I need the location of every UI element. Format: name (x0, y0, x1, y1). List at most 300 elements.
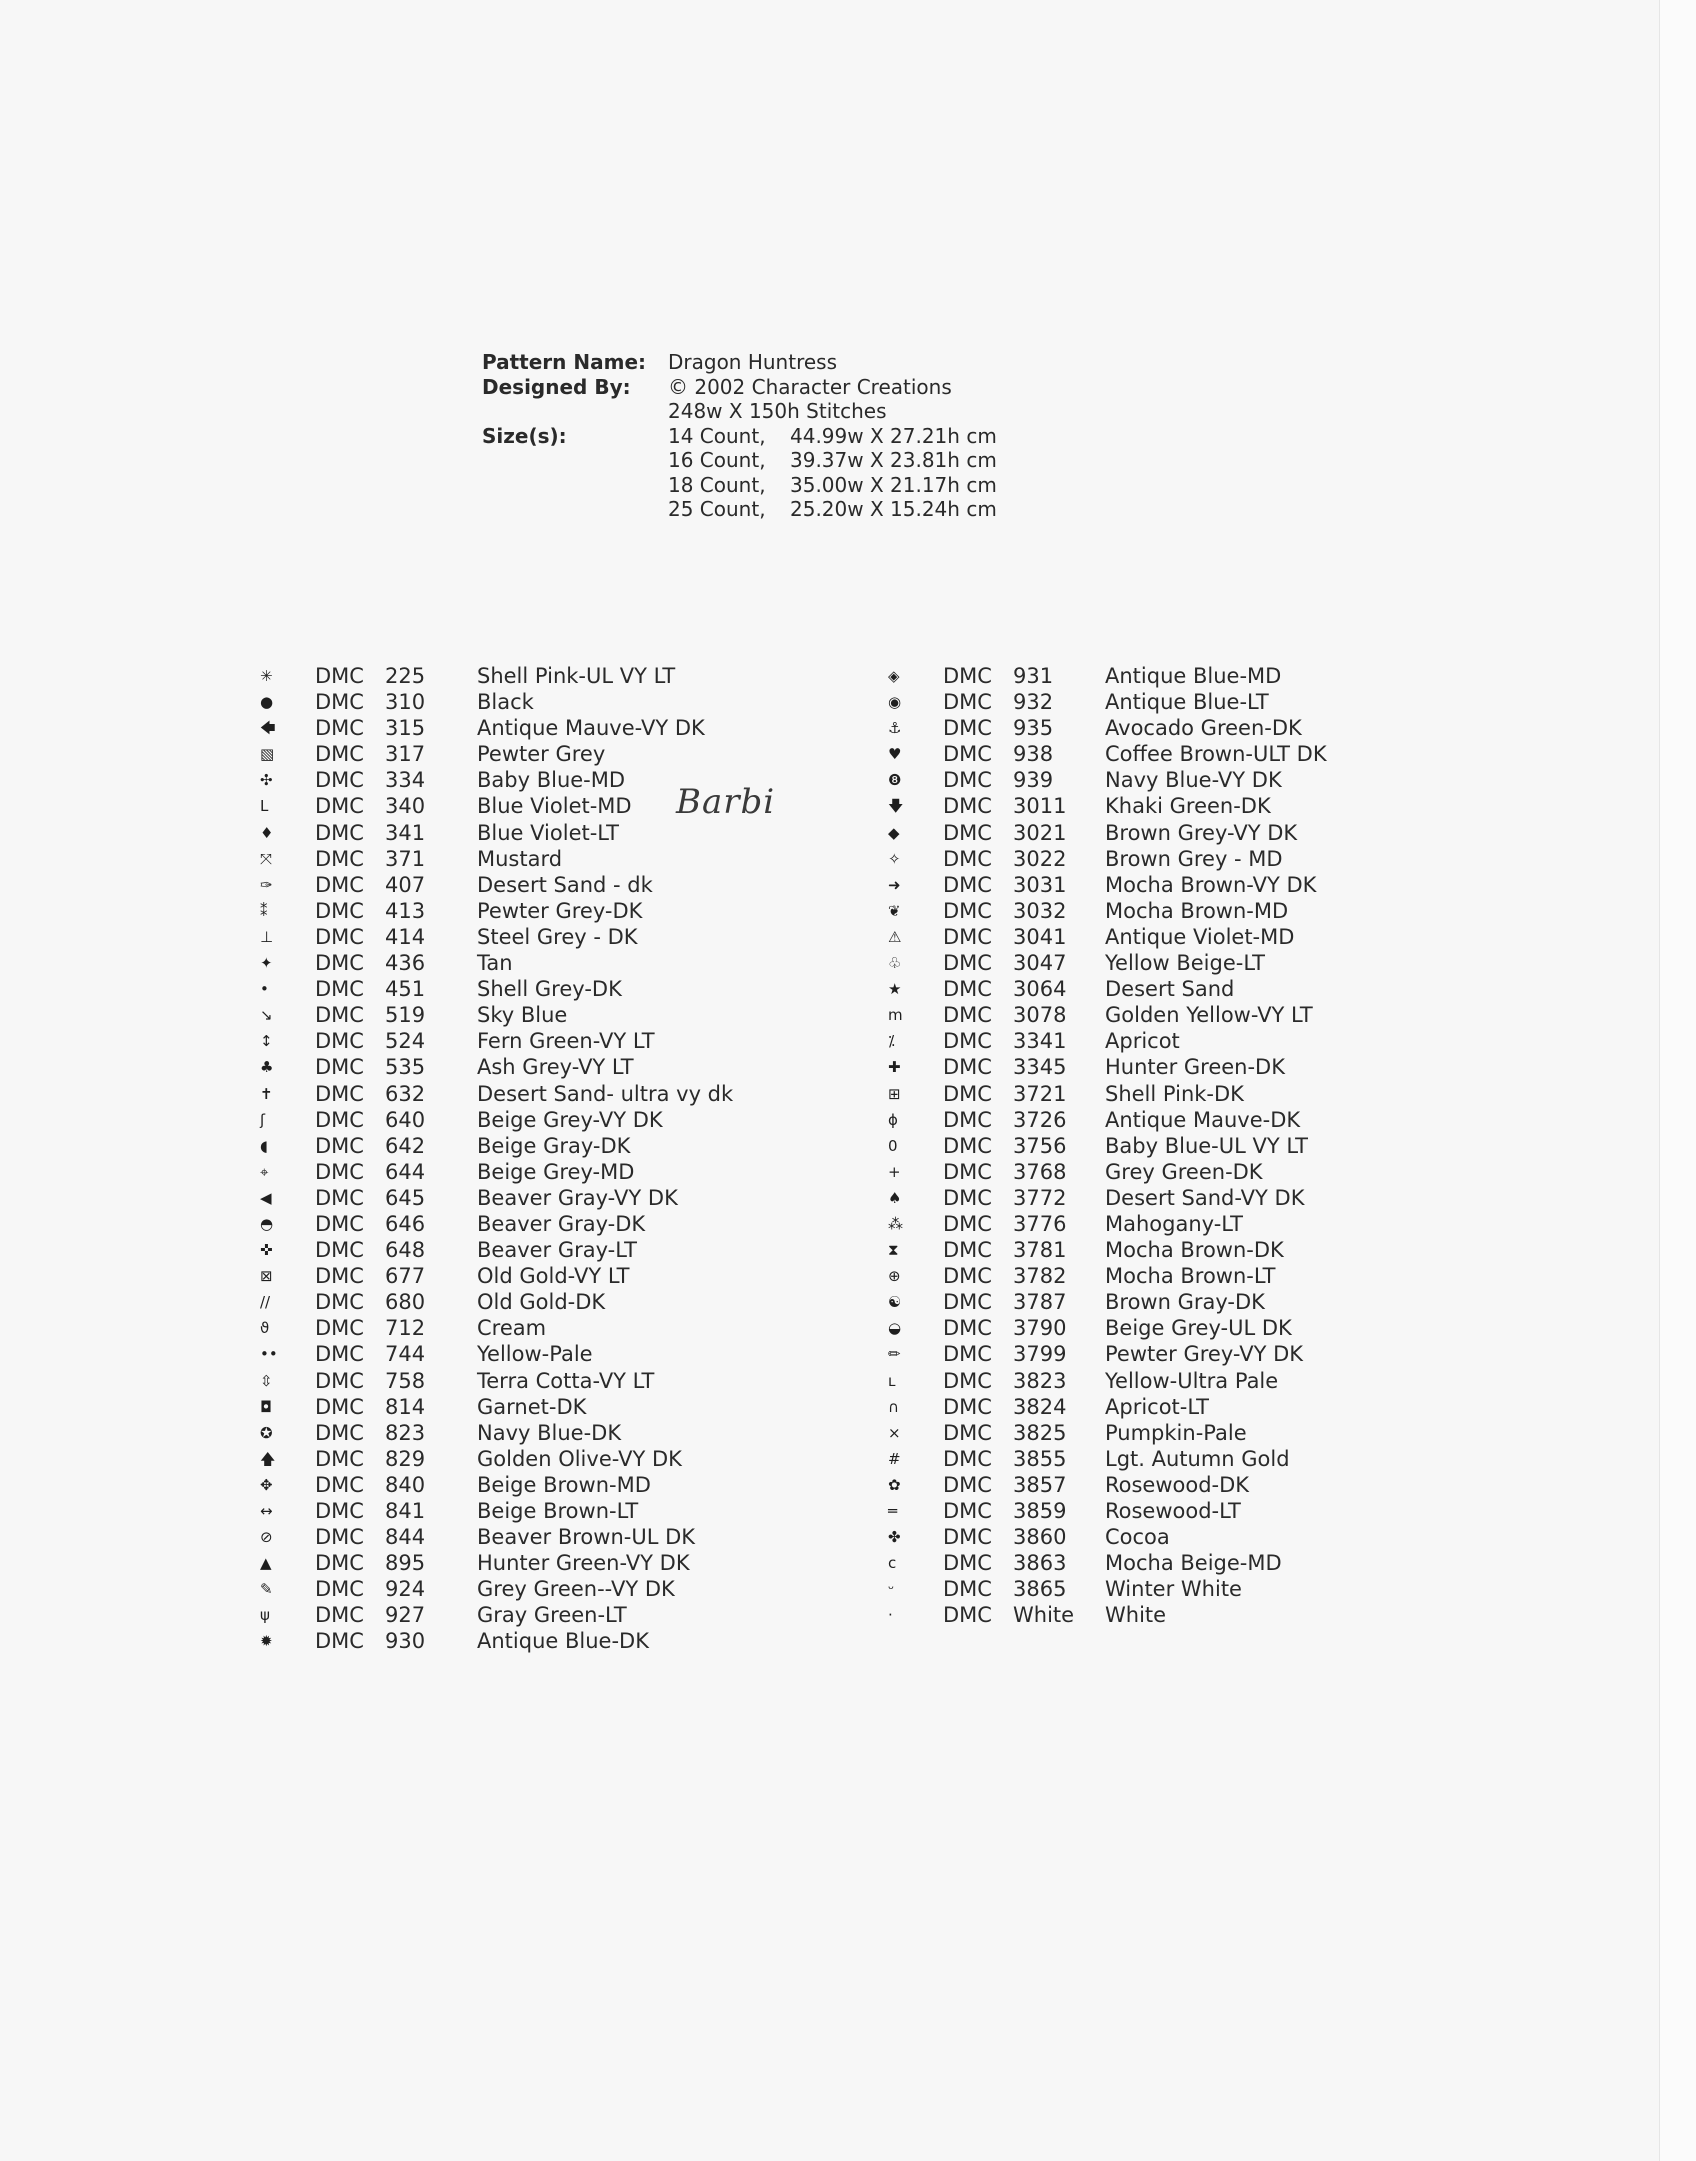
thread-brand: DMC (943, 1081, 992, 1106)
size-row (668, 424, 997, 449)
thread-brand: DMC (943, 820, 992, 845)
thread-color-name: Navy Blue-DK (477, 1420, 622, 1445)
size-dimensions: 25.20w X 15.24h cm (790, 497, 997, 521)
legend-row (886, 1394, 1327, 1420)
legend-row (258, 1054, 733, 1080)
legend-row (258, 1211, 733, 1237)
thread-color-name: Brown Grey - MD (1105, 846, 1283, 871)
legend-row (258, 872, 733, 898)
thread-number: 3859 (1013, 1499, 1067, 1523)
thread-color-name: Beaver Gray-VY DK (477, 1185, 678, 1210)
scan-edge (1659, 0, 1696, 2161)
legend-row (258, 663, 733, 689)
designer-value: © 2002 Character Creations (668, 374, 952, 399)
legend-row (258, 1237, 733, 1263)
pattern-name-value: Dragon Huntress (668, 350, 838, 374)
sizes-label: Size(s): (482, 423, 567, 448)
thread-color-name: Golden Yellow-VY LT (1105, 1003, 1313, 1028)
thread-number: 930 (385, 1629, 426, 1654)
legend-row (258, 793, 733, 819)
stitch-symbol-icon: # (888, 1449, 901, 1468)
stitch-symbol-icon: ↕ (260, 1032, 273, 1051)
legend-row (886, 1054, 1327, 1080)
thread-color-name: Tan (477, 951, 513, 976)
size-count: 16 Count, (668, 448, 766, 472)
legend-row (886, 1263, 1327, 1289)
thread-color-name: Pewter Grey-DK (477, 898, 643, 923)
thread-color-name: Blue Violet-MD (477, 794, 632, 819)
thread-number: 935 (1013, 716, 1054, 741)
legend-row (886, 898, 1327, 924)
thread-color-name: Shell Pink-DK (1105, 1081, 1244, 1106)
thread-brand: DMC (315, 1394, 364, 1419)
thread-color-name: Pewter Grey-VY DK (1105, 1342, 1304, 1367)
thread-color-name: Rosewood-DK (1105, 1472, 1250, 1497)
legend-row (886, 689, 1327, 715)
thread-color-name: Beige Grey-VY DK (477, 1107, 663, 1132)
thread-number: 3855 (1013, 1446, 1067, 1471)
stitch-symbol-icon: ◒ (888, 1319, 902, 1338)
thread-number: 3031 (1013, 872, 1067, 897)
thread-number: 840 (385, 1472, 426, 1497)
thread-brand: DMC (943, 1003, 992, 1028)
thread-number: 414 (385, 924, 426, 949)
thread-brand: DMC (315, 1551, 364, 1576)
thread-color-name: Old Gold-DK (477, 1290, 606, 1315)
thread-color-name: Antique Mauve-DK (1105, 1107, 1301, 1132)
thread-number: 3078 (1013, 1003, 1067, 1028)
stitch-symbol-icon: ✪ (260, 1423, 273, 1442)
legend-row (886, 1028, 1327, 1054)
thread-color-name: Mustard (477, 846, 563, 871)
thread-color-name: Shell Pink-UL VY LT (477, 664, 676, 688)
legend-row (886, 767, 1327, 793)
stitch-symbol-icon: 🡄 (260, 719, 276, 738)
thread-color-name: Navy Blue-VY DK (1105, 768, 1282, 793)
stitch-symbol-icon: ⊥ (260, 927, 274, 946)
thread-number: 680 (385, 1290, 426, 1315)
legend-row (886, 1211, 1327, 1237)
legend-row (886, 1498, 1327, 1524)
legend-row (258, 1315, 733, 1341)
stitch-count: 248w X 150h Stitches (668, 399, 887, 423)
thread-color-name: Brown Grey-VY DK (1105, 820, 1298, 845)
thread-number: 3032 (1013, 898, 1067, 923)
thread-brand: DMC (315, 1316, 364, 1341)
thread-number: 895 (385, 1551, 426, 1576)
stitches-row (482, 399, 997, 424)
thread-number: 3772 (1013, 1185, 1067, 1210)
thread-brand: DMC (315, 898, 364, 923)
thread-color-name: Sky Blue (477, 1003, 568, 1028)
stitch-symbol-icon: ➜ (888, 875, 901, 894)
stitch-symbol-icon: ⇳ (260, 1371, 273, 1390)
legend-row (258, 1524, 733, 1550)
legend-row (258, 767, 733, 793)
thread-number: 3863 (1013, 1551, 1067, 1576)
stitch-symbol-icon: ✜ (260, 1241, 273, 1260)
thread-number: 519 (385, 1003, 426, 1028)
thread-color-name: Beige Grey-UL DK (1105, 1316, 1292, 1341)
thread-number: 3781 (1013, 1238, 1067, 1263)
legend-row (258, 846, 733, 872)
thread-color-name: Old Gold-VY LT (477, 1264, 630, 1289)
stitch-symbol-icon: ⧗ (888, 1241, 899, 1260)
stitch-symbol-icon: ◖ (260, 1136, 268, 1155)
thread-color-name: Gray Green-LT (477, 1603, 627, 1628)
thread-number: 407 (385, 872, 426, 897)
thread-color-name: Blue Violet-LT (477, 820, 619, 845)
thread-number: 535 (385, 1055, 426, 1080)
stitch-symbol-icon: ✣ (260, 771, 273, 790)
legend-row (258, 1185, 733, 1211)
thread-color-name: Pewter Grey (477, 742, 606, 767)
size-dimensions: 35.00w X 21.17h cm (790, 472, 997, 497)
stitch-symbol-icon: 🡇 (888, 797, 904, 816)
thread-color-name: Mocha Brown-DK (1105, 1238, 1284, 1263)
stitch-symbol-icon: ♥ (888, 745, 902, 764)
stitch-symbol-icon: ◓ (260, 1214, 274, 1233)
thread-color-name: Desert Sand- ultra vy dk (477, 1081, 734, 1106)
legend-row (258, 1394, 733, 1420)
thread-color-name: Terra Cotta-VY LT (477, 1368, 655, 1393)
pattern-name-label: Pattern Name: (482, 350, 647, 374)
thread-color-name: White (1105, 1603, 1167, 1628)
thread-brand: DMC (943, 898, 992, 923)
thread-number: 841 (385, 1499, 426, 1523)
thread-brand: DMC (943, 1133, 992, 1158)
legend-row (886, 1472, 1327, 1498)
stitch-symbol-icon: ⊘ (260, 1528, 273, 1547)
thread-brand: DMC (943, 1238, 992, 1263)
thread-brand: DMC (315, 1342, 364, 1367)
stitch-symbol-icon: • (260, 980, 269, 999)
thread-number: 334 (385, 768, 426, 793)
thread-brand: DMC (943, 1029, 992, 1054)
stitch-symbol-icon: ❦ (888, 901, 901, 920)
thread-brand: DMC (315, 1420, 364, 1445)
legend-row (258, 1472, 733, 1498)
stitch-symbol-icon: ⊕ (888, 1267, 901, 1286)
thread-brand: DMC (943, 846, 992, 871)
legend-row (886, 741, 1327, 767)
legend-row (258, 1446, 733, 1472)
legend-row (886, 950, 1327, 976)
legend-row (886, 1081, 1327, 1107)
thread-color-name: Baby Blue-UL VY LT (1105, 1133, 1309, 1158)
legend-row (258, 1420, 733, 1446)
thread-brand: DMC (943, 1446, 992, 1471)
stitch-symbol-icon: ⁑ (260, 901, 268, 920)
thread-number: 3021 (1013, 820, 1067, 845)
stitch-symbol-icon: ☯ (888, 1293, 902, 1312)
legend-row (886, 846, 1327, 872)
thread-color-name: Beaver Gray-DK (477, 1211, 646, 1236)
stitch-symbol-icon: ❽ (888, 771, 902, 790)
legend-row (258, 689, 733, 715)
stitch-symbol-icon: ⌖ (260, 1162, 269, 1181)
stitch-symbol-icon: ✳ (260, 667, 273, 685)
thread-color-name: Yellow-Ultra Pale (1105, 1368, 1279, 1393)
thread-number: 3782 (1013, 1264, 1067, 1289)
thread-number: 341 (385, 820, 426, 845)
thread-number: 932 (1013, 690, 1054, 715)
legend-row (886, 1602, 1327, 1628)
thread-brand: DMC (315, 1159, 364, 1184)
thread-number: 3857 (1013, 1472, 1067, 1497)
thread-brand: DMC (943, 924, 992, 949)
stitch-symbol-icon: ϲ (888, 1554, 897, 1573)
thread-brand: DMC (315, 1003, 364, 1028)
legend-row (258, 1341, 733, 1367)
size-count: 14 Count, (668, 423, 766, 448)
thread-number: 317 (385, 742, 426, 767)
thread-brand: DMC (943, 1525, 992, 1550)
thread-brand: DMC (315, 820, 364, 845)
thread-number: 3022 (1013, 846, 1067, 871)
legend-row (886, 1002, 1327, 1028)
thread-color-name: Avocado Green-DK (1105, 716, 1302, 741)
stitch-symbol-icon: ϑ (260, 1319, 270, 1338)
thread-color-name: Desert Sand (1105, 977, 1235, 1002)
thread-number: 648 (385, 1238, 426, 1263)
stitch-symbol-icon: ✤ (888, 1528, 901, 1547)
stitch-symbol-icon: ✏ (888, 1345, 901, 1364)
thread-brand: DMC (943, 1603, 992, 1628)
thread-number: 225 (385, 664, 426, 688)
thread-number: 3860 (1013, 1525, 1067, 1550)
legend-row (886, 820, 1327, 846)
thread-color-name: Garnet-DK (477, 1394, 587, 1419)
thread-number: 758 (385, 1368, 426, 1393)
thread-number: 3064 (1013, 977, 1067, 1002)
stitch-symbol-icon: · (888, 1606, 893, 1625)
stitch-symbol-icon: ↔ (260, 1502, 273, 1520)
thread-color-name: Brown Gray-DK (1105, 1290, 1265, 1315)
thread-number: 844 (385, 1525, 426, 1550)
stitch-symbol-icon: ɸ (888, 1110, 898, 1129)
size-dimensions: 44.99w X 27.21h cm (790, 423, 997, 448)
legend-row (258, 976, 733, 1002)
stitch-symbol-icon: ⤧ (260, 849, 273, 868)
stitch-symbol-icon: ψ (260, 1606, 270, 1625)
legend-row (886, 715, 1327, 741)
thread-brand: DMC (943, 1107, 992, 1132)
thread-number: 3726 (1013, 1107, 1067, 1132)
legend-row (258, 1081, 733, 1107)
thread-number: 3824 (1013, 1394, 1067, 1419)
thread-brand: DMC (315, 768, 364, 793)
thread-color-name: Grey Green--VY DK (477, 1577, 675, 1602)
thread-brand: DMC (315, 1629, 364, 1654)
stitch-symbol-icon: ✚ (888, 1058, 901, 1077)
legend-row (258, 1263, 733, 1289)
size-row (668, 448, 997, 473)
stitch-symbol-icon: ◘ (260, 1397, 272, 1416)
thread-color-name: Ash Grey-VY LT (477, 1055, 634, 1080)
thread-brand: DMC (943, 1394, 992, 1419)
thread-color-name: Rosewood-LT (1105, 1499, 1241, 1523)
thread-brand: DMC (315, 1238, 364, 1263)
thread-number: 814 (385, 1394, 426, 1419)
thread-number: 3787 (1013, 1290, 1067, 1315)
thread-color-name: Mocha Brown-VY DK (1105, 872, 1317, 897)
thread-color-name: Antique Blue-DK (477, 1629, 649, 1654)
thread-color-name: Cream (477, 1316, 547, 1341)
thread-brand: DMC (943, 1420, 992, 1445)
thread-number: 640 (385, 1107, 426, 1132)
thread-brand: DMC (315, 716, 364, 741)
legend-row (886, 1368, 1327, 1394)
stitch-symbol-icon: ● (260, 693, 274, 712)
thread-color-name: Beige Grey-MD (477, 1159, 635, 1184)
thread-brand: DMC (315, 1185, 364, 1210)
thread-color-name: Mocha Brown-LT (1105, 1264, 1276, 1289)
stitch-symbol-icon: ◈ (888, 667, 900, 685)
thread-number: 310 (385, 690, 426, 715)
stitch-symbol-icon: ✦ (260, 954, 273, 973)
thread-brand: DMC (315, 664, 364, 688)
thread-brand: DMC (315, 872, 364, 897)
legend-row (258, 1133, 733, 1159)
thread-color-name: Beige Gray-DK (477, 1133, 631, 1158)
thread-brand: DMC (943, 1316, 992, 1341)
legend-row (258, 1498, 733, 1524)
legend-row (886, 872, 1327, 898)
thread-brand: DMC (315, 1446, 364, 1471)
thread-color-name: Desert Sand - dk (477, 872, 653, 897)
legend-row (886, 793, 1327, 819)
legend-row (258, 924, 733, 950)
stitch-symbol-icon: ᵕ (888, 1580, 895, 1599)
thread-brand: DMC (315, 1264, 364, 1289)
thread-brand: DMC (315, 1577, 364, 1602)
thread-color-name: Yellow-Pale (477, 1342, 593, 1367)
stitch-symbol-icon: ✹ (260, 1632, 273, 1651)
thread-color-name: Coffee Brown-ULT DK (1105, 742, 1327, 767)
stitch-symbol-icon: ✿ (888, 1475, 901, 1494)
thread-number: 927 (385, 1603, 426, 1628)
thread-color-name: Khaki Green-DK (1105, 794, 1271, 819)
stitch-symbol-icon: ⁒ (888, 1032, 895, 1051)
legend-row (258, 1602, 733, 1628)
thread-color-name: Winter White (1105, 1577, 1242, 1602)
thread-brand: DMC (943, 872, 992, 897)
thread-brand: DMC (315, 1029, 364, 1054)
thread-number: 3823 (1013, 1368, 1067, 1393)
stitch-symbol-icon: ♣ (260, 1058, 274, 1077)
legend-row (886, 1107, 1327, 1133)
legend-row (258, 1550, 733, 1576)
thread-brand: DMC (943, 1055, 992, 1080)
thread-brand: DMC (943, 742, 992, 767)
thread-brand: DMC (943, 1368, 992, 1393)
legend-row (886, 1341, 1327, 1367)
stitch-symbol-icon: 0 (888, 1136, 898, 1155)
legend-row (258, 715, 733, 741)
thread-number: 436 (385, 951, 426, 976)
legend-row (886, 1420, 1327, 1446)
thread-brand: DMC (315, 977, 364, 1002)
thread-color-name: Desert Sand-VY DK (1105, 1185, 1305, 1210)
size-count: 18 Count, (668, 472, 766, 497)
thread-color-name: Hunter Green-DK (1105, 1055, 1285, 1080)
thread-number: 3011 (1013, 794, 1067, 819)
legend-row (886, 1550, 1327, 1576)
thread-color-name: Antique Mauve-VY DK (477, 716, 705, 741)
thread-brand: DMC (943, 977, 992, 1002)
size-count: 25 Count, (668, 497, 766, 521)
thread-number: 3776 (1013, 1211, 1067, 1236)
legend-row (886, 1133, 1327, 1159)
size-row (668, 497, 997, 522)
thread-color-name: Shell Grey-DK (477, 977, 622, 1002)
thread-color-name: Yellow Beige-LT (1105, 951, 1265, 976)
thread-color-name: Antique Blue-LT (1105, 690, 1269, 715)
thread-brand: DMC (315, 1525, 364, 1550)
designer-label: Designed By: (482, 374, 631, 399)
thread-number: 712 (385, 1316, 426, 1341)
thread-brand: DMC (315, 1107, 364, 1132)
thread-brand: DMC (943, 1499, 992, 1523)
thread-color-name: Pumpkin-Pale (1105, 1420, 1247, 1445)
thread-brand: DMC (315, 1290, 364, 1315)
stitch-symbol-icon: ↘ (260, 1006, 273, 1025)
legend-row (258, 741, 733, 767)
legend-row (258, 1159, 733, 1185)
thread-brand: DMC (943, 794, 992, 819)
thread-number: 644 (385, 1159, 426, 1184)
thread-color-name: Beige Brown-MD (477, 1472, 651, 1497)
legend-row (258, 1028, 733, 1054)
legend-row (258, 820, 733, 846)
thread-brand: DMC (315, 951, 364, 976)
thread-brand: DMC (315, 1368, 364, 1393)
legend-row (886, 924, 1327, 950)
thread-brand: DMC (943, 1211, 992, 1236)
thread-number: 3721 (1013, 1081, 1067, 1106)
stitch-symbol-icon: ✝ (260, 1084, 273, 1103)
stitch-symbol-icon: ♠ (888, 1188, 902, 1207)
thread-number: 315 (385, 716, 426, 741)
legend-row (258, 1107, 733, 1133)
thread-color-name: Apricot-LT (1105, 1394, 1210, 1419)
stitch-symbol-icon: ♧ (888, 954, 902, 973)
stitch-symbol-icon: ⁂ (888, 1214, 903, 1233)
thread-color-name: Lgt. Autumn Gold (1105, 1446, 1290, 1471)
legend-row (886, 1237, 1327, 1263)
stitch-symbol-icon: 🡅 (260, 1449, 276, 1468)
thread-brand: DMC (943, 1290, 992, 1315)
thread-number: 744 (385, 1342, 426, 1367)
legend-row (886, 976, 1327, 1002)
thread-brand: DMC (315, 1055, 364, 1080)
legend-row (258, 1576, 733, 1602)
thread-brand: DMC (943, 768, 992, 793)
thread-number: 3865 (1013, 1577, 1067, 1602)
stitch-symbol-icon: ʟ (888, 1371, 896, 1390)
thread-brand: DMC (943, 1342, 992, 1367)
legend-row (886, 1289, 1327, 1315)
thread-number: 371 (385, 846, 426, 871)
stitch-symbol-icon: ★ (888, 980, 902, 999)
thread-color-name: Antique Violet-MD (1105, 924, 1295, 949)
thread-color-name: Black (477, 690, 534, 715)
thread-brand: DMC (943, 951, 992, 976)
legend-column-left (258, 663, 733, 1655)
stitch-symbol-icon: ▧ (260, 745, 275, 764)
thread-number: 3799 (1013, 1342, 1067, 1367)
